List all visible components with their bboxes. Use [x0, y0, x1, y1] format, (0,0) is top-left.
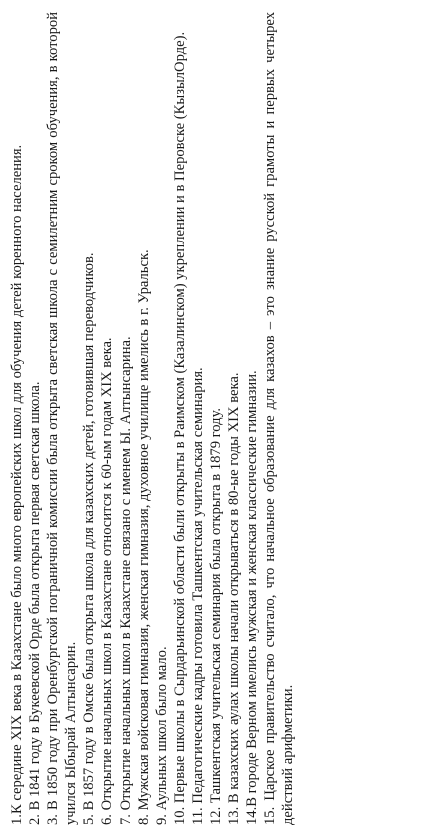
statement-12: 12. Ташкентская учительская семинария была открыта в 1879 году. [208, 407, 225, 825]
statement-13: 13. В казахских аулах школы начали открываться в 80-ые годы XIX века. [226, 372, 243, 825]
statement-8: 8. Мужская войсковая гимназия, женская гимназия, духовное училище имелись в г. Уральск. [135, 249, 152, 825]
statement-10: 10. Первые школы в Сырдарьинской области были открыты в Раимском (Казалинском) укреплении и в Перовске (КызылОрде). [171, 31, 188, 825]
statement-3: 3. В 1850 году при Оренбургской пограничной комиссии была открыта светская школа с семилетним сроком обучения, в которой учился Ыбырай Алтынсарин. [45, 12, 80, 825]
statement-14: 14.В городе Верном имелись мужская и женская классические гимназии. [244, 370, 261, 825]
statement-2: 2. В 1841 году в Букеевской Орде была открыта первая светская школа. [27, 381, 44, 825]
statement-1: 1.К середине XIX века в Казахстане было много европейских школ для обучения детей коренного населения. [9, 144, 25, 825]
statement-6: 6. Открытие начальных школ в Казахстане относится к 60-ым годам XIX века. [99, 337, 116, 825]
statement-7: 7. Открытие начальных школ в Казахстане связано с именем Ы. Алтынсарина. [117, 336, 134, 825]
statement-9: 9. Аульных школ было мало. [153, 646, 170, 825]
statement-5: 5. В 1857 году в Омске была открыта школа для казахских детей, готовившая переводчиков. [81, 252, 98, 825]
statement-15: 15. Царское правительство считало, что начальное образование для казахов – это знание русской грамоты и первых четырех действий арифметики. [262, 12, 297, 825]
statement-11: 11. Педагогические кадры готовила Ташкентская учительская семинария. [189, 367, 206, 825]
